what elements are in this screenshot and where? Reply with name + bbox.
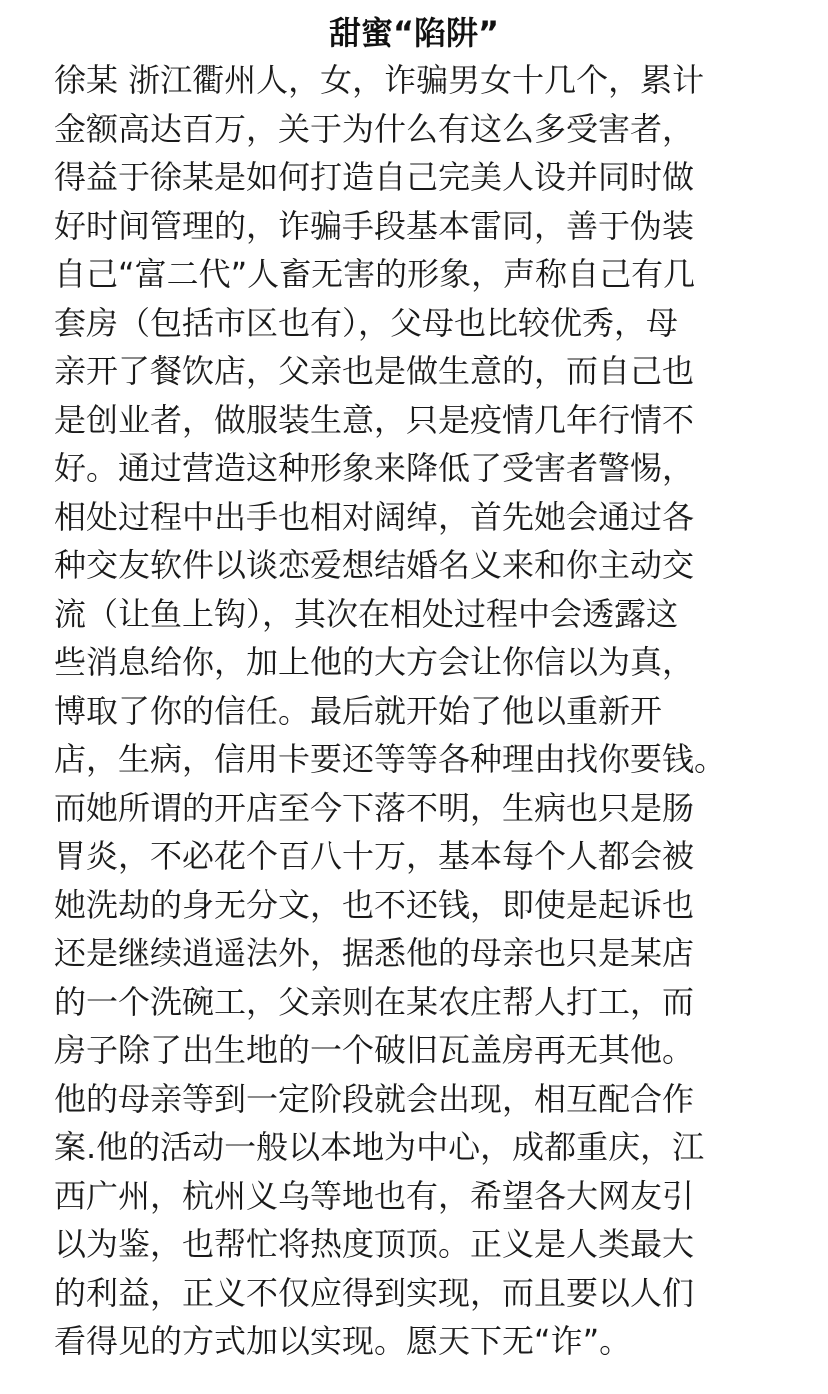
text-line: 博取了你的信任。最后就开始了他以重新开	[54, 691, 663, 730]
article-body	[54, 56, 824, 1366]
text-line: 徐某 浙江衢州人，女，诈骗男女十几个，累计	[54, 61, 705, 99]
text-line: 相处过程中出手也相对阔绰，首先她会通过各	[54, 497, 695, 536]
text-line: 西广州，杭州义乌等地也有，希望各大网友引	[54, 1176, 695, 1215]
text-line: 以为鉴，也帮忙将热度顶顶。正义是人类最大	[54, 1225, 695, 1263]
text-line: 套房（包括市区也有），父母也比较优秀，母	[54, 303, 679, 342]
text-line: 他的母亲等到一定阶段就会出现，相互配合作	[54, 1079, 695, 1118]
text-line: 房子除了出生地的一个破旧瓦盖房再无其他。	[54, 1031, 695, 1069]
text-line: 金额高达百万，关于为什么有这么多受害者，	[54, 109, 695, 148]
text-line: 的利益，正义不仅应得到实现，而且要以人们	[54, 1273, 695, 1312]
text-line: 自己“富二代”人畜无害的形象，声称自己有几	[54, 255, 696, 293]
text-line: 店，生病，信用卡要还等等各种理由找你要钱。	[54, 740, 727, 778]
text-line: 亲开了餐饮店，父亲也是做生意的，而自己也	[54, 352, 695, 390]
text-line: 还是继续逍遥法外，据悉他的母亲也只是某店	[54, 934, 695, 972]
text-line: 看得见的方式加以实现。愿天下无“诈”。	[54, 1322, 632, 1360]
text-line: 好。通过营造这种形象来降低了受害者警惕，	[54, 449, 695, 487]
text-line: 流（让鱼上钩），其次在相处过程中会透露这	[54, 594, 679, 633]
text-line: 是创业者，做服装生意，只是疫情几年行情不	[54, 400, 695, 439]
article-title: 甜蜜“陷阱”	[328, 14, 500, 52]
text-line: 的一个洗碗工，父亲则在某农庄帮人打工，而	[54, 982, 695, 1021]
text-line: 胃炎，不必花个百八十万，基本每个人都会被	[54, 837, 695, 875]
text-line: 种交友软件以谈恋爱想结婚名义来和你主动交	[54, 546, 695, 584]
text-line: 案.他的活动一般以本地为中心，成都重庆，江	[54, 1128, 705, 1166]
text-line: 得益于徐某是如何打造自己完美人设并同时做	[54, 158, 695, 196]
text-line: 好时间管理的，诈骗手段基本雷同，善于伪装	[54, 206, 695, 245]
text-line: 些消息给你，加上他的大方会让你信以为真，	[54, 643, 695, 681]
text-line: 而她所谓的开店至今下落不明，生病也只是肠	[54, 788, 695, 827]
text-line: 她洗劫的身无分文，也不还钱，即使是起诉也	[54, 885, 695, 924]
